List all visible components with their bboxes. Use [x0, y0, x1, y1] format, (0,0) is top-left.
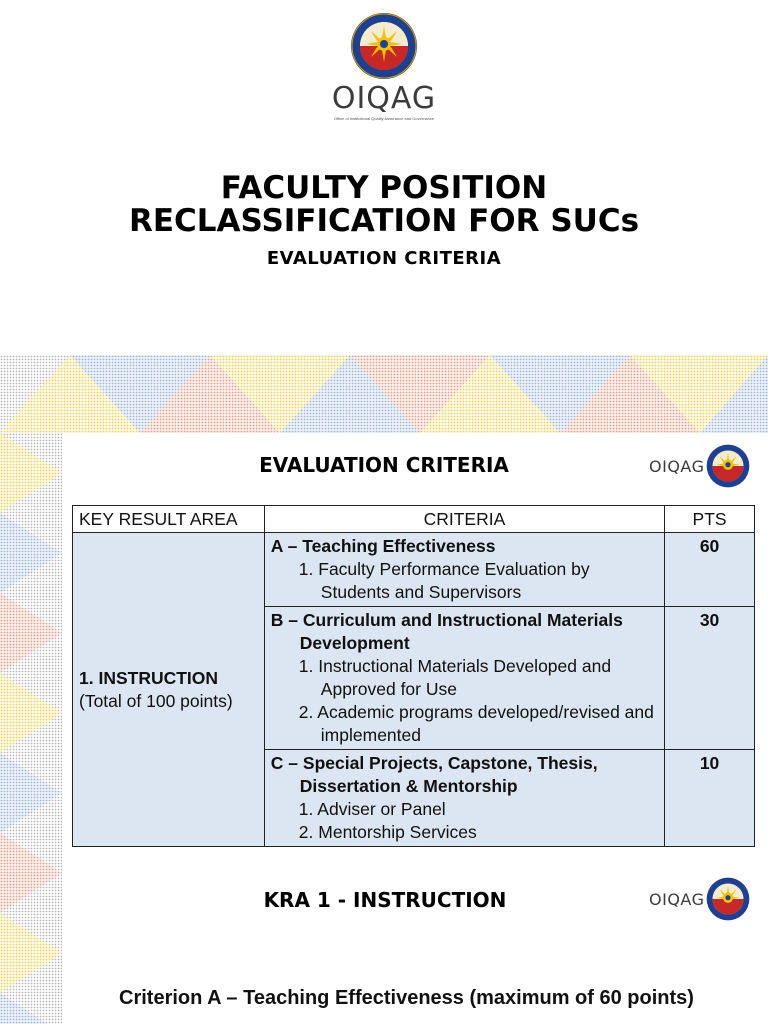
- criterion-items: [271, 798, 658, 844]
- list-item: 1. Instructional Materials Developed and Approved for Use: [298, 656, 612, 699]
- criterion-items: [271, 558, 658, 604]
- criterion-c-pts: 10: [665, 750, 755, 847]
- criterion-title-cont: Development: [299, 633, 410, 653]
- criterion-title-line: C – Special Projects, Capstone, Thesis,: [270, 753, 598, 773]
- criterion-b-pts: 30: [665, 607, 755, 750]
- criterion-b-cell: [264, 607, 664, 750]
- kra-title: 1. INSTRUCTION: [79, 667, 219, 688]
- header-criteria: CRITERIA: [264, 506, 664, 533]
- criterion-title-cont: Dissertation & Mentorship: [299, 776, 518, 796]
- oiqag-logo-small: [649, 444, 750, 488]
- title-line-2: RECLASSIFICATION FOR SUCs: [128, 203, 640, 239]
- table-row: [73, 533, 755, 607]
- criterion-title: A – Teaching Effectiveness: [270, 536, 496, 556]
- kra-note: (Total of 100 points): [79, 690, 233, 711]
- triangle-pattern-banner: [0, 355, 768, 433]
- list-item: 1. Adviser or Panel: [298, 799, 446, 819]
- header-key-result-area: KEY RESULT AREA: [73, 506, 265, 533]
- list-item: 1. Faculty Performance Evaluation by Students and Supervisors: [298, 559, 590, 602]
- oiqag-logo-small: [649, 877, 750, 921]
- criterion-a-cell: [264, 533, 664, 607]
- slide-title: [0, 172, 768, 238]
- criterion-title: [271, 752, 658, 798]
- header-pts: PTS: [665, 506, 755, 533]
- list-item: 2. Mentorship Services: [298, 822, 477, 842]
- criteria-table: [72, 505, 755, 847]
- criteria-slide: [0, 355, 768, 1024]
- logo-wordmark: OIQAG: [649, 889, 705, 909]
- slide-subtitle: EVALUATION CRITERIA: [266, 248, 502, 269]
- kra-1-heading: KRA 1 - INSTRUCTION: [263, 888, 507, 912]
- oiqag-brand: [0, 82, 768, 121]
- logo-wordmark: OIQAG: [649, 456, 705, 476]
- brand-wordmark: OIQAG: [331, 81, 437, 116]
- criterion-c-cell: [264, 750, 664, 847]
- list-item: 2. Academic programs developed/revised and implemented: [298, 702, 654, 745]
- table-header-row: [73, 506, 755, 533]
- evaluation-criteria-heading: EVALUATION CRITERIA: [259, 453, 509, 477]
- criterion-a-paragraph: Criterion A – Teaching Effectiveness (maximum of 60 points): [119, 987, 694, 1009]
- side-triangle-strip: [0, 433, 62, 1024]
- kra-cell: [73, 533, 265, 847]
- ched-seal-icon: [706, 444, 750, 488]
- ched-seal-icon: [706, 877, 750, 921]
- title-line-1: FACULTY POSITION: [220, 170, 548, 206]
- criterion-a-pts: 60: [665, 533, 755, 607]
- title-slide: [0, 0, 768, 355]
- criterion-title: [271, 609, 658, 655]
- brand-tagline: Office of Institutional Quality Assurance and Governance: [333, 116, 435, 121]
- criterion-items: [271, 655, 658, 747]
- ched-seal-logo: [350, 12, 418, 80]
- criterion-title-line: B – Curriculum and Instructional Materials: [270, 610, 623, 630]
